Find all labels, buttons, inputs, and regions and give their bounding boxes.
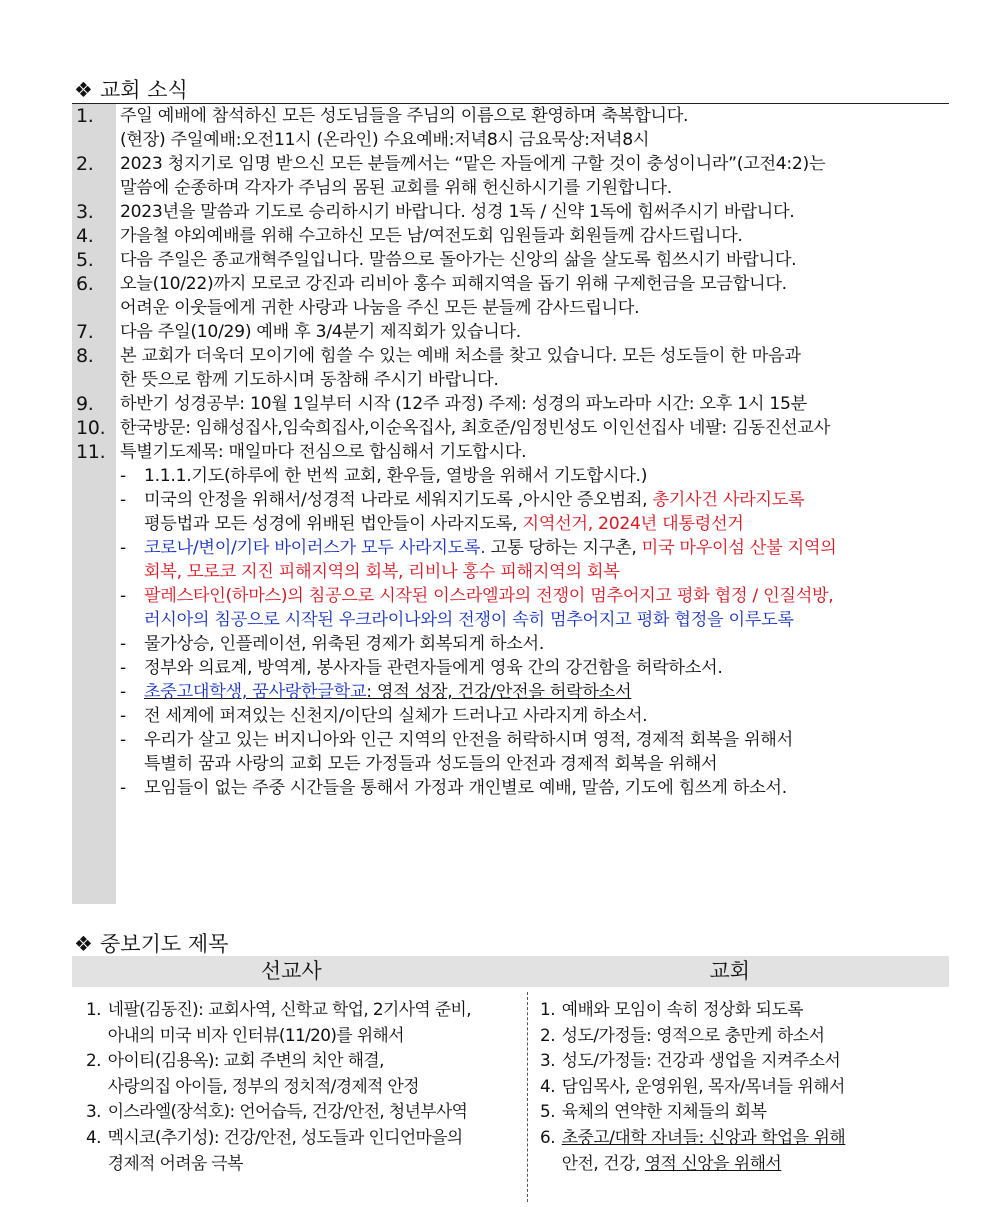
- news-item-line: 오늘(10/22)까지 모로코 강진과 리비아 홍수 피해지역을 돕기 위해 구제헌금을 모금합니다.: [120, 274, 787, 294]
- item-number: 6.: [76, 273, 94, 295]
- news-item-9: [72, 392, 949, 416]
- item-number: 10.: [76, 417, 106, 439]
- news-item-7: [72, 320, 949, 344]
- news-item-line: 가을철 야외예배를 위해 수고하신 모든 남/여전도회 임원들과 회원들께 감사드립니다.: [120, 226, 743, 246]
- church-prayer-item-1: 1. 예배와 모임이 속히 정상화 되도록: [540, 1000, 804, 1020]
- prayer-sub-2-cont: 평등법과 모든 성경에 위배된 법안들이 사라지도록, 지역선거, 2024년 대통령선거: [144, 514, 744, 534]
- prayer-sub-2: - 미국의 안정을 위해서/성경적 나라로 세워지기도록 ,아시안 증오범죄, 총기사건 사라지도록: [120, 490, 805, 510]
- news-heading: [74, 74, 188, 104]
- news-item-line: 한 뜻으로 함께 기도하시며 동참해 주시기 바랍니다.: [120, 370, 499, 390]
- news-item-11: [72, 440, 949, 800]
- item-number: 3.: [76, 201, 94, 223]
- col-header-missionary: 선교사: [260, 959, 322, 983]
- church-prayer-item-6: 6. 초중고/대학 자녀들: 신앙과 학업을 위해: [540, 1127, 846, 1148]
- prayer-sub-3: - 코로나/변이/기타 바이러스가 모두 사라지도록. 고통 당하는 지구촌, 미국 마우이섬 산불 지역의: [120, 538, 837, 558]
- news-heading-text: 교회 소식: [100, 78, 188, 102]
- prayer-heading: [74, 928, 228, 958]
- prayer-sub-4: - 팔레스타인(하마스)의 침공으로 시작된 이스라엘과의 전쟁이 멈추어지고 평화 협정 / 인질석방,: [120, 586, 834, 606]
- news-item-3: [72, 200, 949, 224]
- item-number: 7.: [76, 321, 94, 343]
- church-prayer-list: [540, 998, 950, 1177]
- missionary-prayer-list: [86, 998, 526, 1177]
- news-item-4: [72, 224, 949, 248]
- news-item-line: 말씀에 순종하며 각자가 주님의 몸된 교회를 위해 헌신하시기를 기원합니다.: [120, 178, 672, 198]
- prayer-sub-8: - 전 세계에 퍼져있는 신천지/이단의 실체가 드러나고 사라지게 하소서.: [120, 706, 648, 726]
- diamond-bullet-icon: ❖: [74, 78, 93, 102]
- item-number: 11.: [76, 441, 106, 463]
- item-number: 1.: [76, 105, 94, 127]
- news-item-10: [72, 416, 949, 440]
- prayer-sub-1: - 1.1.1.기도(하루에 한 번씩 교회, 환우들, 열방을 위해서 기도합시다.): [120, 466, 648, 486]
- item-11-title: 특별기도제목: 매일마다 전심으로 합심해서 기도합시다.: [120, 442, 527, 462]
- news-item-line: (현장) 주일예배:오전11시 (온라인) 수요예배:저녁8시 금요묵상:저녁8시: [120, 130, 650, 150]
- prayer-sub-5: - 물가상승, 인플레이션, 위축된 경제가 회복되게 하소서.: [120, 634, 544, 654]
- column-divider: [527, 992, 528, 1202]
- diamond-bullet-icon: ❖: [74, 932, 93, 956]
- item-number: 8.: [76, 345, 94, 367]
- news-item-line: 하반기 성경공부: 10월 1일부터 시작 (12주 과정) 주제: 성경의 파노라마 시간: 오후 1시 15분: [120, 394, 807, 414]
- item-number: 4.: [76, 225, 94, 247]
- news-item-line: 다음 주일은 종교개혁주일입니다. 말씀으로 돌아가는 신앙의 삶을 살도록 힘쓰시기 바랍니다.: [120, 250, 797, 270]
- item-number: 5.: [76, 249, 94, 271]
- news-item-6: [72, 272, 949, 320]
- news-item-line: 2023 청지기로 임명 받으신 모든 분들께서는 “맡은 자들에게 구할 것이 충성이니라”(고전4:2)는: [120, 154, 826, 174]
- col-header-church: 교회: [709, 959, 751, 983]
- missionary-prayer-item-1-cont: 아내의 미국 비자 인터뷰(11/20)를 위해서: [107, 1025, 404, 1046]
- news-item-line: 2023년을 말씀과 기도로 승리하시기 바랍니다. 성경 1독 / 신약 1독에 힘써주시기 바랍니다.: [120, 202, 795, 222]
- news-item-line: 본 교회가 더욱더 모이기에 힘쓸 수 있는 예배 처소를 찾고 있습니다. 모든 성도들이 한 마음과: [120, 346, 801, 366]
- missionary-prayer-item-4: 4. 멕시코(추기성): 건강/안전, 성도들과 인디언마을의: [86, 1127, 463, 1148]
- prayer-sub-9: - 우리가 살고 있는 버지니아와 인근 지역의 안전을 허락하시며 영적, 경제적 회복을 위해서: [120, 730, 793, 750]
- church-prayer-item-5: 5. 육체의 연약한 지체들의 회복: [540, 1102, 767, 1123]
- prayer-sub-3-cont: 회복, 모로코 지진 피해지역의 회복, 리비나 홍수 피해지역의 회복: [144, 562, 620, 582]
- item-number: 9.: [76, 393, 94, 415]
- news-item-2: [72, 152, 949, 200]
- prayer-sub-9-cont: 특별히 꿈과 사랑의 교회 모든 가정들과 성도들의 안전과 경제적 회복을 위해서: [144, 754, 718, 774]
- church-prayer-item-4: 4. 담임목사, 운영위원, 목자/목녀들 위해서: [540, 1076, 845, 1097]
- missionary-prayer-item-2: 2. 아이티(김용옥): 교회 주변의 치안 해결,: [86, 1051, 384, 1072]
- news-item-1: [72, 104, 949, 152]
- church-prayer-item-3: 3. 성도/가정들: 건강과 생업을 지켜주소서: [540, 1051, 841, 1072]
- news-item-5: [72, 248, 949, 272]
- news-list: [72, 104, 949, 800]
- news-item-line: 한국방문: 임해성집사,임숙희집사,이순옥집사, 최호준/임정빈성도 이인선집사 네팔: 김동진선교사: [120, 418, 830, 438]
- news-item-line: 어려운 이웃들에게 귀한 사랑과 나눔을 주신 모든 분들께 감사드립니다.: [120, 298, 640, 318]
- church-prayer-item-2: 2. 성도/가정들: 영적으로 충만케 하소서: [540, 1025, 825, 1046]
- prayer-sub-10: - 모임들이 없는 주중 시간들을 통해서 가정과 개인별로 예배, 말씀, 기도에 힘쓰게 하소서.: [120, 778, 787, 798]
- news-item-8: [72, 344, 949, 392]
- prayer-heading-text: 중보기도 제목: [100, 932, 229, 956]
- prayer-sub-6: - 정부와 의료계, 방역계, 봉사자들 관련자들에게 영육 간의 강건함을 허락하소서.: [120, 658, 723, 678]
- item-number: 2.: [76, 153, 94, 175]
- missionary-prayer-item-4-cont: 경제적 어려움 극복: [107, 1153, 243, 1174]
- news-item-line: 주일 예배에 참석하신 모든 성도님들을 주님의 이름으로 환영하며 축복합니다.: [120, 106, 689, 126]
- missionary-prayer-item-2-cont: 사랑의집 아이들, 정부의 정치적/경제적 안정: [107, 1076, 419, 1097]
- church-prayer-item-6-cont: 안전, 건강, 영적 신앙을 위해서: [561, 1153, 782, 1174]
- missionary-prayer-item-3: 3. 이스라엘(장석호): 언어습득, 건강/안전, 청년부사역: [86, 1102, 468, 1123]
- news-item-line: 다음 주일(10/29) 예배 후 3/4분기 제직회가 있습니다.: [120, 322, 521, 342]
- prayer-sub-4-cont: 러시아의 침공으로 시작된 우크라이나와의 전쟁이 속히 멈추어지고 평화 협정을 이루도록: [144, 610, 794, 630]
- missionary-prayer-item-1: 1. 네팔(김동진): 교회사역, 신학교 학업, 2기사역 준비,: [86, 1000, 471, 1020]
- prayer-sub-7: - 초중고대학생, 꿈사랑한글학교: 영적 성장, 건강/안전을 허락하소서: [120, 682, 632, 702]
- prayer-table-header: [72, 956, 949, 987]
